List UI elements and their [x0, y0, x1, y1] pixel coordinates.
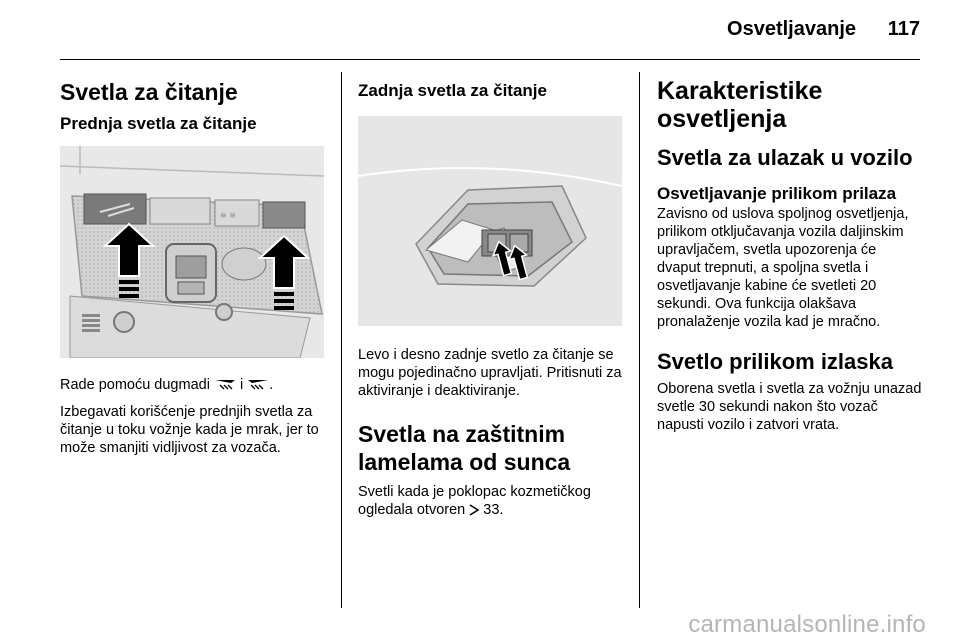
paragraph-exit-lighting: Oborena svetla i svetla za vožnju unazad svetle 30 sekundi nakon što vozač napusti vozilo i zatvori vrata. — [657, 381, 922, 433]
section-heading-reading-lights: Svetla za čitanje — [60, 79, 238, 105]
column-1 — [60, 72, 324, 457]
subheading-approach-lighting: Osvetljavanje prilikom prilaza — [657, 184, 897, 203]
column-2 — [358, 72, 622, 521]
column-divider-2 — [639, 72, 640, 608]
subheading-front-reading-lights: Prednja svetla za čitanje — [60, 114, 257, 133]
page-number: 117 — [887, 18, 920, 40]
front-console-illustration — [60, 146, 324, 358]
page-reference-arrow-icon — [469, 503, 479, 521]
rear-reading-lights-figure — [358, 116, 622, 326]
paragraph-front-warning: Izbegavati korišćenje prednjih svetla za čitanje u toku vožnje kada je mrak, jer to može smanjiti vidljivost za vozača. — [60, 404, 319, 456]
column-divider-1 — [341, 72, 342, 608]
reading-lamp-left-icon — [214, 377, 236, 396]
section-heading-exit-lighting: Svetlo prilikom izlaska — [657, 349, 893, 374]
paragraph-sunvisor: Svetli kada je poklopac kozmetičkog ogledala otvoren 33. — [358, 483, 622, 521]
paragraph-front-buttons: Rade pomoću dugmadi i . — [60, 376, 324, 396]
paragraph-approach-lighting: Zavisno od uslova spoljnog osvetljenja, prilikom otključavanja vozila daljinskim upravljačem, svetla upozorenja će dvaput trepnuti, a spoljna svetla i osvetljavanje kabine će svetleti 20 sekundi. Ova funkcija olakšava pronalaženje vozila kad je mračno. — [657, 206, 909, 330]
svg-text:≋ ≋: ≋ ≋ — [220, 211, 236, 220]
chapter-heading-lighting-features: Karakteristike osvetljenja — [657, 77, 823, 133]
header-title: Osvetljavanje — [727, 18, 856, 40]
paragraph-rear-lights: Levo i desno zadnje svetlo za čitanje se mogu pojedinačno upravljati. Pritisnuti za aktiviranje i deaktiviranje. — [358, 347, 622, 399]
front-reading-lights-figure — [60, 146, 324, 358]
watermark: carmanualsonline.info — [688, 611, 926, 638]
column-3 — [657, 72, 923, 434]
section-heading-entry-lighting: Svetla za ulazak u vozilo — [657, 145, 913, 170]
section-heading-sunvisor-lights: Svetla na zaštitnim lamelama od sunca — [358, 421, 571, 475]
reading-lamp-right-icon — [247, 377, 269, 396]
page-header — [60, 0, 920, 60]
subheading-rear-reading-lights: Zadnja svetla za čitanje — [358, 81, 547, 100]
rear-ceiling-illustration — [358, 116, 622, 326]
